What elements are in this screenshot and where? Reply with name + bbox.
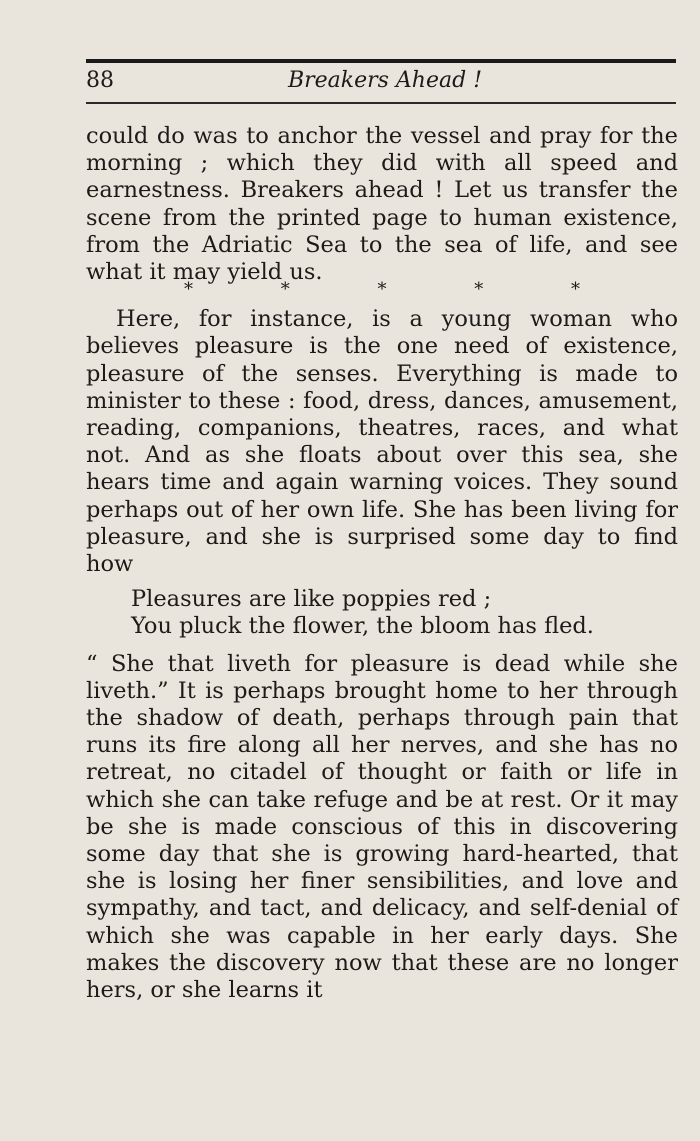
- verse-line-1: Pleasures are like poppies red ;: [131, 586, 492, 613]
- paragraph-1: could do was to anchor the vessel and pray for the morning ; which they did with all speed and earnestness. Breakers ahead ! Let us transfer the scene from the printed page to human existence, from the Adriatic Sea to the sea of life, and see what it may yield us.: [86, 123, 678, 286]
- header-rule-top: [86, 59, 676, 63]
- running-title: Breakers Ahead !: [287, 68, 483, 93]
- body-text: [86, 123, 678, 1004]
- section-break-star: *: [184, 279, 193, 301]
- section-break-star: *: [280, 279, 290, 301]
- section-break-star: *: [571, 279, 580, 301]
- section-break-star: *: [474, 279, 484, 301]
- verse-line-2: You pluck the flower, the bloom has fled.: [131, 613, 594, 640]
- page-number: 88: [86, 68, 114, 93]
- section-break-star: *: [377, 279, 387, 301]
- paragraph-2: Here, for instance, is a young woman who believes pleasure is the one need of existence, pleasure of the senses. Everything is made to minister to these : food, dress, dances, amusement, reading, companions, theatres, races, and what not. And as she floats about over this sea, she hears time and again warning voices. They sound perhaps out of her own life. She has been living for pleasure, and she is surprised some day to find how: [86, 306, 678, 578]
- paragraph-3: “ She that liveth for pleasure is dead while she liveth.” It is perhaps brought home to her through the shadow of death, perhaps through pain that runs its fire along all her nerves, and she has no retreat, no citadel of thought or faith or life in which she can take refuge and be at rest. Or it may be she is made conscious of this in discovering some day that she is growing hard-hearted, that she is losing her finer sensibilities, and love and sympathy, and tact, and delicacy, and self-denial of which she was capable in her early days. She makes the discovery now that these are no longer hers, or she learns it: [86, 650, 678, 1004]
- verse-quote: [131, 586, 678, 640]
- header-rule-bottom: [86, 102, 676, 104]
